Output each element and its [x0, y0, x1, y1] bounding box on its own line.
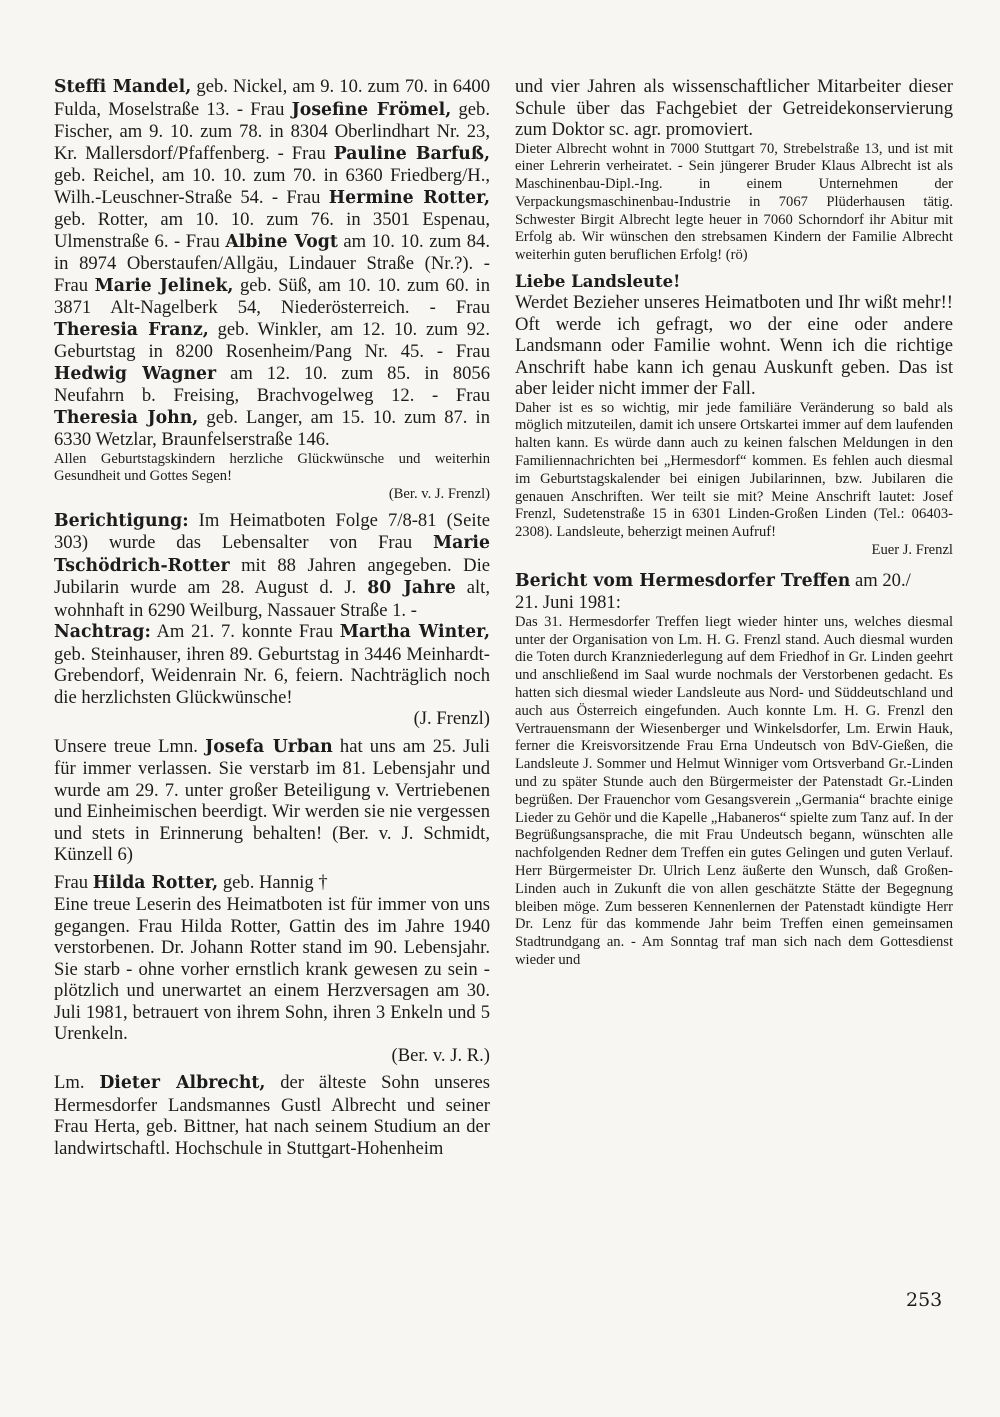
landsleute-signature: Euer J. Frenzl — [871, 541, 953, 558]
obituary-rotter-credit: (Ber. v. J. R.) — [391, 1044, 490, 1066]
addendum-notice: Nachtrag: Am 21. 7. konnte Frau Martha Winter, geb. Steinhauser, ihren 89. Geburtstag in 3446 Meinhardt-Grebendorf, Weidenrain Nr. 6, feiern. Nachträglich noch die herzlichsten Glückwünsche! — [54, 621, 490, 708]
addendum-credit: (J. Frenzl) — [413, 708, 490, 730]
albrecht-details: Dieter Albrecht wohnt in 7000 Stuttgart 70, Strebelstraße 13, und ist mit einer Lehrerin verheiratet. - Sein jüngerer Bruder Klaus Albrecht ist als Maschinenbau-Dipl.-Ing. in einem Unternehmen der Verpackungsmaschinenbau-Industrie in 7067 Plüderhausen tätig. Schwester Birgit Albrecht legte heuer in 7060 Schorndorf ihr Abitur mit Erfolg ab. Wir wünschen den strebsamen Kindern der Familie Albrecht weiterhin guten beruflichen Erfolg! (rö) — [515, 140, 953, 264]
landsleute-body: Werdet Bezieher unseres Heimatboten und Ihr wißt mehr!! Oft werde ich gefragt, wo der eine oder andere Landsmann oder Familie wohnt. Wenn ich die richtige Anschrift habe kann ich genau Auskunft geben. Das ist aber leider nicht immer der Fall. — [515, 292, 953, 400]
name-theresia-john: Theresia John, — [54, 407, 199, 428]
treffen-heading: Bericht vom Hermesdorfer Treffen am 20./ 21. Juni 1981: — [515, 569, 911, 614]
correction-notice: Berichtigung: Im Heimatboten Folge 7/8-81 (Seite 303) wurde das Lebensalter von Frau Marie Tschödrich-Rotter mit 88 Jahren angegeben. Die Jubilarin wurde am 28. August d. J. 80 Jahre alt, wohnhaft in 6290 Weilburg, Nassauer Straße 1. - — [54, 509, 490, 621]
landsleute-details: Daher ist es so wichtig, mir jede familiäre Veränderung so bald als möglich mitzuteilen, damit ich unsere Ortskartei immer auf dem laufenden halten kann. Es würde dann auch zu keinen falschen Meldungen in den Familiennachrichten bei „Hermesdorf“ kommen. Es fehlen auch diesmal im Geburtstagskalender bei einigen Jubilarinnen, bzw. Jubilaren die genauen Anschriften. Wer teilt sie mit? Meine Anschrift lautet: Josef Frenzl, Sudetenstraße 15 in 6301 Linden-Großen Linden (Tel.: 06403-2308). Landsleute, beherzigt meinen Aufruf! — [515, 399, 953, 541]
birthday-list: Steffi Mandel, geb. Nickel, am 9. 10. zum 70. in 6400 Fulda, Moselstraße 13. - Frau Josefine Frömel, geb. Fischer, am 9. 10. zum 78. in 8304 Oberlindhart Nr. 23, Kr. Mallersdorf/Pfaffenberg. - Frau Pauline Barfuß, geb. Reichel, am 10. 10. zum 70. in 6360 Friedberg/H., Wilh.-Leuschner-Straße 54. - Frau Hermine Rotter, geb. Rotter, am 10. 10. zum 76. in 3501 Espenau, Ulmenstraße 6. - Frau Albine Vogt am 10. 10. zum 84. in 8974 Oberstaufen/Allgäu, Lindauer Straße (Nr.?). - Frau Marie Jelinek, geb. Süß, am 10. 10. zum 60. in 3871 Alt-Nagelberk 54, Niederösterreich. - Frau Theresia Franz, geb. Winkler, am 12. 10. zum 92. Geburtstag in 8200 Rosenheim/Pang Nr. 45. - Frau Hedwig Wagner am 12. 10. zum 85. in 8056 Neufahrn b. Freising, Brachvogelweg 12. - Frau Theresia John, geb. Langer, am 15. 10. zum 87. in 6330 Wetzlar, Braunfelserstraße 146. — [54, 76, 491, 450]
name-josefine-froemel: Josefine Frömel, — [291, 99, 452, 120]
left-column — [54, 76, 490, 1159]
name-hermine-rotter: Hermine Rotter, — [328, 187, 490, 208]
birthday-credit: (Ber. v. J. Frenzl) — [388, 486, 490, 503]
name-albine-vogt: Albine Vogt — [225, 231, 338, 252]
name-theresia-franz: Theresia Franz, — [54, 319, 209, 340]
obituary-rotter-title: Frau Hilda Rotter, geb. Hannig † — [54, 871, 328, 893]
treffen-body: Das 31. Hermesdorfer Treffen liegt wieder hinter uns, welches diesmal unter der Organisation von Lm. H. G. Frenzl stand. Auch diesmal wurden die Toten durch Kranzniederlegung auf dem Friedhof in Gr. Linden geehrt und anschließend im Saal wurde nochmals der Verstorbenen gedacht. Es hatten sich diesmal wieder Landsleute aus Nord- und Süddeutschland und auch aus Österreich eingefunden. Auch konnte Lm. H. G. Frenzl den Vertrauensmann der Wiesenberger und Winkelsdorfer, Lm. Erwin Hauk, ferner die Kreisvorsitzende Frau Erna Undeutsch von BdV-Gießen, die Landsleute J. Sommer und Helmut Winniger vom Ortsverband Gr.-Linden und zu später Stunde auch den Bürgermeister der Patenstadt Gr.-Linden begrüßen. Der Frauenchor vom Gesangsverein „Germania“ brachte einige Lieder zu Gehör und die Kapelle „Habaneros“ spielte zum Tanz auf. In der Begrüßungsansprache, die mit Frau Undeutsch begann, wünschten alle nachfolgenden Redner dem Treffen ein gutes Gelingen und guten Verlauf. Herr Bürgermeister Dr. Ulrich Lenz äußerte den Wunsch, daß Großen-Linden auch in Zukunft die von allen geschätzte Stätte der Begegnung bleiben möge. Zum besseren Kennenlernen der Patenstadt kündigte Herr Dr. Lenz für das kommende Jahr beim Treffen einen gemeinsamen Stadtrundgang an. - Am Sonntag traf man sich nach dem Gottesdienst wieder und — [515, 613, 953, 968]
name-marie-jelinek: Marie Jelinek, — [94, 275, 234, 296]
landsleute-heading: Liebe Landsleute! — [515, 272, 681, 292]
name-hedwig-wagner: Hedwig Wagner — [54, 363, 217, 384]
obituary-rotter-body: Eine treue Leserin des Heimatboten ist für immer von uns gegangen. Frau Hilda Rotter, Gattin des im Jahre 1940 verstorbenen. Dr. Johann Rotter stand im 90. Lebensjahr. Sie starb - ohne vorher ernstlich krank gewesen zu sein - plötzlich und unerwartet an einem Herzversagen am 30. Juli 1981, betrauert von ihrem Sohn, ihren 3 Enkeln und 5 Urenkeln. — [54, 894, 490, 1045]
obituary-urban: Unsere treue Lmn. Josefa Urban hat uns am 25. Juli für immer verlassen. Sie verstarb im 81. Lebensjahr und wurde am 29. 7. unter großer Beteiligung v. Vertriebenen und Einheimischen beerdigt. Wir werden sie nie vergessen und stets in Erinnerung behalten! (Ber. v. J. Schmidt, Künzell 6) — [54, 735, 490, 866]
birthday-wishes: Allen Geburtstagskindern herzliche Glückwünsche und weiterhin Gesundheit und Gottes Segen! — [54, 450, 490, 485]
page-number: 253 — [906, 1289, 943, 1311]
albrecht-article: Lm. Dieter Albrecht, der älteste Sohn unseres Hermesdorfer Landsmannes Gustl Albrecht und seiner Frau Herta, geb. Bittner, hat nach seinem Studium an der landwirtschaftl. Hochschule in Stuttgart-Hohenheim — [54, 1072, 490, 1159]
name-pauline-barfuss: Pauline Barfuß, — [333, 143, 490, 164]
name-steffi-mandel: Steffi Mandel, — [54, 77, 192, 97]
right-column — [515, 76, 953, 970]
albrecht-credit: (rö) — [725, 247, 748, 264]
albrecht-continued: und vier Jahren als wissenschaftlicher Mitarbeiter dieser Schule über das Fachgebiet der Getreidekonservierung zum Doktor sc. agr. promoviert. — [515, 76, 953, 140]
